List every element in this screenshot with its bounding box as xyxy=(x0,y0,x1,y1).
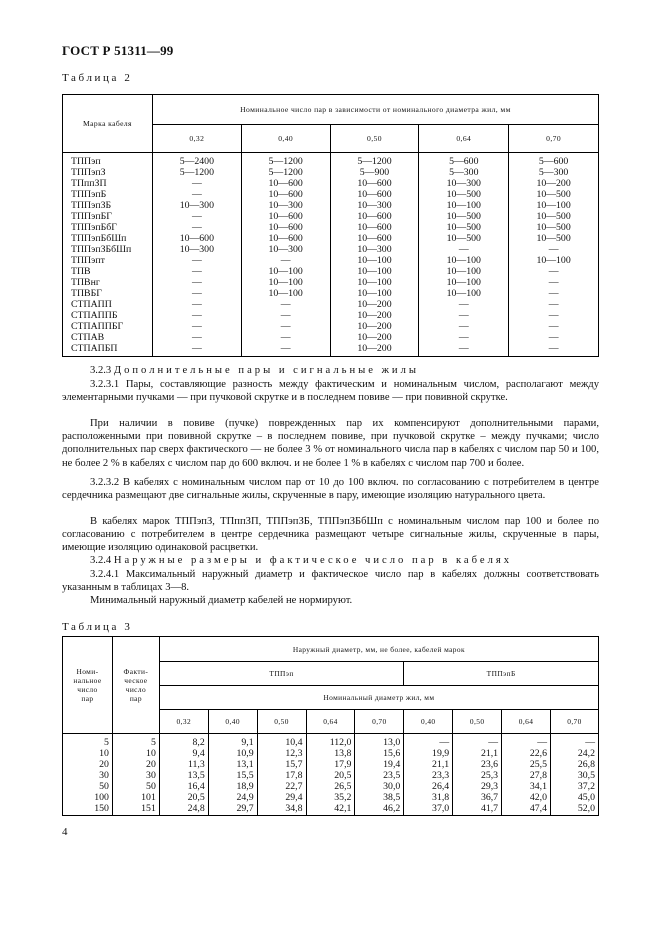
table2-diameter-header: 0,32 xyxy=(152,125,241,153)
table-row xyxy=(63,277,599,288)
section-3-2-4-heading: 3.2.4 Наружные размеры и фактическое число пар в кабелях xyxy=(90,555,513,566)
pairs-range-cell: 10—100 xyxy=(330,288,419,299)
diameter-value-cell: — xyxy=(550,734,598,749)
diameter-value-cell: 26,8 xyxy=(550,759,598,770)
pairs-range-cell: — xyxy=(152,178,241,189)
pairs-range-cell: — xyxy=(419,299,509,310)
pair-count-cell: 30 xyxy=(112,770,159,781)
pairs-range-cell: 10—600 xyxy=(152,233,241,244)
pairs-range-cell: 5—1200 xyxy=(330,153,419,168)
diameter-value-cell: 11,3 xyxy=(159,759,208,770)
diameter-value-cell: 31,8 xyxy=(404,792,453,803)
diameter-value-cell: 26,4 xyxy=(404,781,453,792)
pairs-range-cell: 10—300 xyxy=(419,178,509,189)
diameter-value-cell: 30,0 xyxy=(355,781,404,792)
cable-brand-cell: ТППэпт xyxy=(63,255,153,266)
pairs-range-cell: — xyxy=(152,255,241,266)
pairs-range-cell: 10—300 xyxy=(241,200,330,211)
table-row xyxy=(63,321,599,332)
diameter-value-cell: 15,6 xyxy=(355,748,404,759)
diameter-value-cell: 41,7 xyxy=(453,803,502,816)
diameter-value-cell: 9,4 xyxy=(159,748,208,759)
pairs-range-cell: — xyxy=(152,211,241,222)
diameter-value-cell: 19,9 xyxy=(404,748,453,759)
pairs-range-cell: 10—100 xyxy=(509,255,599,266)
pairs-range-cell: 10—100 xyxy=(241,277,330,288)
pair-count-cell: 50 xyxy=(63,781,113,792)
table-row xyxy=(63,288,599,299)
diameter-value-cell: 42,1 xyxy=(306,803,355,816)
diameter-value-cell: 23,5 xyxy=(355,770,404,781)
pairs-range-cell: — xyxy=(241,332,330,343)
pairs-range-cell: — xyxy=(509,310,599,321)
table-row xyxy=(63,266,599,277)
table-row xyxy=(63,255,599,266)
table3-diameter-header: 0,50 xyxy=(257,710,306,734)
table-row xyxy=(63,167,599,178)
diameter-value-cell: 22,6 xyxy=(502,748,551,759)
pairs-range-cell: 10—500 xyxy=(419,189,509,200)
diameter-value-cell: 34,1 xyxy=(502,781,551,792)
diameter-value-cell: 30,5 xyxy=(550,770,598,781)
pairs-range-cell: 10—200 xyxy=(330,310,419,321)
pairs-range-cell: 10—500 xyxy=(509,222,599,233)
diameter-value-cell: 20,5 xyxy=(306,770,355,781)
pairs-range-cell: 5—1200 xyxy=(241,153,330,168)
table3-subgroup-header: Номинальный диаметр жил, мм xyxy=(159,686,598,710)
diameter-value-cell: 23,3 xyxy=(404,770,453,781)
pairs-range-cell: 10—500 xyxy=(509,211,599,222)
pairs-range-cell: 5—900 xyxy=(330,167,419,178)
table3-brand-tppepb: ТППэпБ xyxy=(404,662,599,686)
table2-group-header: Номинальное число пар в зависимости от номинального диаметра жил, мм xyxy=(152,95,598,125)
diameter-value-cell: 27,8 xyxy=(502,770,551,781)
cable-brand-cell: ТППэпБГ xyxy=(63,211,153,222)
table3-diameter-header: 0,50 xyxy=(453,710,502,734)
table2-diameter-header: 0,70 xyxy=(509,125,599,153)
pairs-range-cell: 5—1200 xyxy=(241,167,330,178)
table2-brand-header: Марка кабеля xyxy=(63,95,153,153)
diameter-value-cell: — xyxy=(502,734,551,749)
pairs-range-cell: 5—300 xyxy=(509,167,599,178)
diameter-value-cell: 24,8 xyxy=(159,803,208,816)
table2-caption: Таблица 2 xyxy=(62,72,133,84)
diameter-value-cell: 42,0 xyxy=(502,792,551,803)
diameter-value-cell: 47,4 xyxy=(502,803,551,816)
pair-count-cell: 150 xyxy=(63,803,113,816)
diameter-value-cell: 19,4 xyxy=(355,759,404,770)
pairs-range-cell: 5—1200 xyxy=(152,167,241,178)
diameter-value-cell: 16,4 xyxy=(159,781,208,792)
diameter-value-cell: 17,9 xyxy=(306,759,355,770)
table3-diameter-header: 0,70 xyxy=(355,710,404,734)
diameter-value-cell: 15,5 xyxy=(208,770,257,781)
pairs-range-cell: — xyxy=(241,343,330,357)
cable-brand-cell: ТППэпБбШп xyxy=(63,233,153,244)
cable-brand-cell: СТПАВ xyxy=(63,332,153,343)
diameter-value-cell: 13,0 xyxy=(355,734,404,749)
table3 xyxy=(62,636,599,816)
cable-brand-cell: ТППэп xyxy=(63,153,153,168)
pairs-range-cell: 10—100 xyxy=(330,255,419,266)
diameter-value-cell: 29,3 xyxy=(453,781,502,792)
table2 xyxy=(62,94,599,357)
table-row xyxy=(63,200,599,211)
cable-brand-cell: ТПВ xyxy=(63,266,153,277)
pairs-range-cell: 10—500 xyxy=(419,222,509,233)
diameter-value-cell: 37,2 xyxy=(550,781,598,792)
table-row xyxy=(63,310,599,321)
pairs-range-cell: — xyxy=(152,277,241,288)
pairs-range-cell: 10—600 xyxy=(330,211,419,222)
section-3-2-3-heading: 3.2.3 Дополнительные пары и сигнальные жилы xyxy=(90,365,419,376)
diameter-value-cell: 18,9 xyxy=(208,781,257,792)
pairs-range-cell: — xyxy=(509,244,599,255)
pairs-range-cell: — xyxy=(152,189,241,200)
pairs-range-cell: 10—100 xyxy=(330,277,419,288)
pairs-range-cell: 10—300 xyxy=(241,244,330,255)
diameter-value-cell: 35,2 xyxy=(306,792,355,803)
pairs-range-cell: 10—200 xyxy=(330,299,419,310)
table3-brand-tppep: ТППэп xyxy=(159,662,403,686)
pairs-range-cell: — xyxy=(509,343,599,357)
pairs-range-cell: 10—300 xyxy=(330,200,419,211)
table2-diameter-header: 0,64 xyxy=(419,125,509,153)
diameter-value-cell: 24,9 xyxy=(208,792,257,803)
table-row xyxy=(63,759,599,770)
pairs-range-cell: 10—600 xyxy=(241,222,330,233)
table-row xyxy=(63,343,599,357)
pairs-range-cell: — xyxy=(419,321,509,332)
pair-count-cell: 100 xyxy=(63,792,113,803)
pairs-range-cell: 10—200 xyxy=(509,178,599,189)
table-row xyxy=(63,222,599,233)
pairs-range-cell: — xyxy=(152,343,241,357)
table3-group-header: Наружный диаметр, мм, не более, кабелей марок xyxy=(159,637,598,662)
diameter-value-cell: 38,5 xyxy=(355,792,404,803)
table-row xyxy=(63,189,599,200)
table3-diameter-header: 0,32 xyxy=(159,710,208,734)
pair-count-cell: 30 xyxy=(63,770,113,781)
pairs-range-cell: 10—300 xyxy=(152,244,241,255)
table2-diameter-header: 0,40 xyxy=(241,125,330,153)
table3-diameter-header: 0,70 xyxy=(550,710,598,734)
table3-nominal-pairs-header: Номи- нальное число пар xyxy=(63,637,113,734)
pairs-range-cell: — xyxy=(241,255,330,266)
diameter-value-cell: 34,8 xyxy=(257,803,306,816)
pairs-range-cell: — xyxy=(509,299,599,310)
cable-brand-cell: ТПВБГ xyxy=(63,288,153,299)
diameter-value-cell: 29,4 xyxy=(257,792,306,803)
pairs-range-cell: 10—200 xyxy=(330,332,419,343)
paragraph-3-2-4-1: 3.2.4.1 Максимальный наружный диаметр и фактическое число пар в кабелях должны соответствовать указанным в таблицах 3—8. xyxy=(62,569,599,594)
diameter-value-cell: 24,2 xyxy=(550,748,598,759)
table2-diameter-header: 0,50 xyxy=(330,125,419,153)
diameter-value-cell: 17,8 xyxy=(257,770,306,781)
table-row xyxy=(63,211,599,222)
pairs-range-cell: 10—600 xyxy=(241,211,330,222)
pairs-range-cell: 10—300 xyxy=(330,244,419,255)
pairs-range-cell: — xyxy=(509,266,599,277)
diameter-value-cell: 36,7 xyxy=(453,792,502,803)
pairs-range-cell: 5—600 xyxy=(419,153,509,168)
table3-diameter-header: 0,40 xyxy=(208,710,257,734)
table3-diameter-header: 0,64 xyxy=(502,710,551,734)
pairs-range-cell: — xyxy=(509,288,599,299)
diameter-value-cell: 13,8 xyxy=(306,748,355,759)
pairs-range-cell: — xyxy=(241,321,330,332)
pairs-range-cell: 10—100 xyxy=(509,200,599,211)
diameter-value-cell: 29,7 xyxy=(208,803,257,816)
pairs-range-cell: — xyxy=(241,310,330,321)
table-row xyxy=(63,770,599,781)
pairs-range-cell: 10—600 xyxy=(241,189,330,200)
pairs-range-cell: — xyxy=(152,266,241,277)
diameter-value-cell: — xyxy=(404,734,453,749)
pairs-range-cell: 10—100 xyxy=(419,200,509,211)
diameter-value-cell: 8,2 xyxy=(159,734,208,749)
cable-brand-cell: ТППэпЗБ xyxy=(63,200,153,211)
diameter-value-cell: 22,7 xyxy=(257,781,306,792)
cable-brand-cell: СТПАПП xyxy=(63,299,153,310)
document-header: ГОСТ Р 51311—99 xyxy=(62,43,174,58)
cable-brand-cell: ТПппЗП xyxy=(63,178,153,189)
diameter-value-cell: 45,0 xyxy=(550,792,598,803)
cable-brand-cell: ТППэпЗБбШп xyxy=(63,244,153,255)
diameter-value-cell: 23,6 xyxy=(453,759,502,770)
table-row xyxy=(63,153,599,168)
pairs-range-cell: 10—500 xyxy=(419,233,509,244)
paragraph-3-2-3-2: 3.2.3.2 В кабелях с номинальным числом пар от 10 до 100 включ. по согласованию с потребителем в центре сердечника размещают две сигнальные жилы, скрученные в пару, имеющие изоляцию натурального цвета. xyxy=(62,477,599,502)
table3-diameter-header: 0,40 xyxy=(404,710,453,734)
diameter-value-cell: 25,3 xyxy=(453,770,502,781)
diameter-value-cell: 10,4 xyxy=(257,734,306,749)
diameter-value-cell: 52,0 xyxy=(550,803,598,816)
diameter-value-cell: 112,0 xyxy=(306,734,355,749)
pairs-range-cell: — xyxy=(419,343,509,357)
diameter-value-cell: 13,5 xyxy=(159,770,208,781)
diameter-value-cell: — xyxy=(453,734,502,749)
page-number: 4 xyxy=(62,826,68,838)
cable-brand-cell: ТППэпБбГ xyxy=(63,222,153,233)
diameter-value-cell: 10,9 xyxy=(208,748,257,759)
diameter-value-cell: 21,1 xyxy=(404,759,453,770)
pair-count-cell: 10 xyxy=(63,748,113,759)
pairs-range-cell: — xyxy=(152,321,241,332)
pairs-range-cell: 10—600 xyxy=(330,233,419,244)
pairs-range-cell: — xyxy=(419,332,509,343)
pairs-range-cell: — xyxy=(152,310,241,321)
pairs-range-cell: 10—100 xyxy=(330,266,419,277)
diameter-value-cell: 25,5 xyxy=(502,759,551,770)
pairs-range-cell: 10—600 xyxy=(330,189,419,200)
pairs-range-cell: — xyxy=(509,321,599,332)
pairs-range-cell: 10—200 xyxy=(330,343,419,357)
pairs-range-cell: 10—100 xyxy=(419,255,509,266)
pair-count-cell: 10 xyxy=(112,748,159,759)
table-row xyxy=(63,734,599,749)
diameter-value-cell: 9,1 xyxy=(208,734,257,749)
pairs-range-cell: 10—500 xyxy=(419,211,509,222)
pair-count-cell: 5 xyxy=(112,734,159,749)
pairs-range-cell: 10—100 xyxy=(419,288,509,299)
pair-count-cell: 20 xyxy=(63,759,113,770)
cable-brand-cell: ТППэпБ xyxy=(63,189,153,200)
pairs-range-cell: — xyxy=(152,222,241,233)
table-row xyxy=(63,781,599,792)
paragraph-min-diameter: Минимальный наружный диаметр кабелей не нормируют. xyxy=(90,595,353,606)
pairs-range-cell: — xyxy=(241,299,330,310)
pairs-range-cell: 5—2400 xyxy=(152,153,241,168)
table-row xyxy=(63,332,599,343)
table-row xyxy=(63,244,599,255)
diameter-value-cell: 37,0 xyxy=(404,803,453,816)
pairs-range-cell: — xyxy=(152,299,241,310)
paragraph-3-2-3-1: 3.2.3.1 Пары, составляющие разность между фактическим и номинальным числом, располагают между элементарными пучками — при пучковой скрутке и в последнем повиве — при повивной скрутке. xyxy=(62,379,599,404)
table-row xyxy=(63,178,599,189)
diameter-value-cell: 13,1 xyxy=(208,759,257,770)
pairs-range-cell: 10—200 xyxy=(330,321,419,332)
diameter-value-cell: 26,5 xyxy=(306,781,355,792)
pairs-range-cell: 10—600 xyxy=(241,178,330,189)
pairs-range-cell: 5—600 xyxy=(509,153,599,168)
pairs-range-cell: — xyxy=(419,244,509,255)
cable-brand-cell: СТПАППБ xyxy=(63,310,153,321)
table3-actual-pairs-header: Факти- ческое число пар xyxy=(112,637,159,734)
pairs-range-cell: — xyxy=(509,277,599,288)
pairs-range-cell: — xyxy=(152,288,241,299)
paragraph-signal-wires: В кабелях марок ТППэпЗ, ТПппЗП, ТППэпЗБ, ТППэпЗБбШп с номинальным числом пар 100 и более по согласованию с потребителем в центре сердечника размещают четыре сигнальные жилы, скрученные в пары, имеющие изоляцию одинаковой расцветки. xyxy=(62,516,599,554)
pairs-range-cell: 10—500 xyxy=(509,189,599,200)
cable-brand-cell: СТПАППБГ xyxy=(63,321,153,332)
table-row xyxy=(63,792,599,803)
pairs-range-cell: — xyxy=(419,310,509,321)
pairs-range-cell: 10—100 xyxy=(419,277,509,288)
pair-count-cell: 151 xyxy=(112,803,159,816)
table3-caption: Таблица 3 xyxy=(62,621,133,633)
pairs-range-cell: — xyxy=(152,332,241,343)
pairs-range-cell: 10—100 xyxy=(241,288,330,299)
pair-count-cell: 101 xyxy=(112,792,159,803)
pair-count-cell: 20 xyxy=(112,759,159,770)
diameter-value-cell: 15,7 xyxy=(257,759,306,770)
pairs-range-cell: 10—100 xyxy=(241,266,330,277)
pair-count-cell: 5 xyxy=(63,734,113,749)
table-row xyxy=(63,803,599,816)
pairs-range-cell: — xyxy=(509,332,599,343)
pairs-range-cell: 10—600 xyxy=(330,222,419,233)
table-row xyxy=(63,299,599,310)
pairs-range-cell: 10—600 xyxy=(330,178,419,189)
paragraph-extra-pairs: При наличии в повиве (пучке) поврежденных пар их компенсируют дополнительными парами, расположенными при повивной скрутке – в последнем повиве, при пучковой скрутке – между пучками; число дополнительных пар сверх фактического — не более 3 % от номинального числа пар в кабелях с числом пар 50 и 100, не более 2 % в кабелях с числом пар до 600 включ. и не более 1 % в кабелях с числом пар 700 и более. xyxy=(62,418,599,469)
diameter-value-cell: 46,2 xyxy=(355,803,404,816)
cable-brand-cell: ТППэпЗ xyxy=(63,167,153,178)
table-row xyxy=(63,233,599,244)
pairs-range-cell: 10—600 xyxy=(241,233,330,244)
pairs-range-cell: 10—300 xyxy=(152,200,241,211)
diameter-value-cell: 20,5 xyxy=(159,792,208,803)
pairs-range-cell: 10—100 xyxy=(419,266,509,277)
pairs-range-cell: 10—500 xyxy=(509,233,599,244)
diameter-value-cell: 21,1 xyxy=(453,748,502,759)
pair-count-cell: 50 xyxy=(112,781,159,792)
pairs-range-cell: 5—300 xyxy=(419,167,509,178)
cable-brand-cell: ТПВнг xyxy=(63,277,153,288)
cable-brand-cell: СТПАПБП xyxy=(63,343,153,357)
table-row xyxy=(63,748,599,759)
table3-diameter-header: 0,64 xyxy=(306,710,355,734)
diameter-value-cell: 12,3 xyxy=(257,748,306,759)
